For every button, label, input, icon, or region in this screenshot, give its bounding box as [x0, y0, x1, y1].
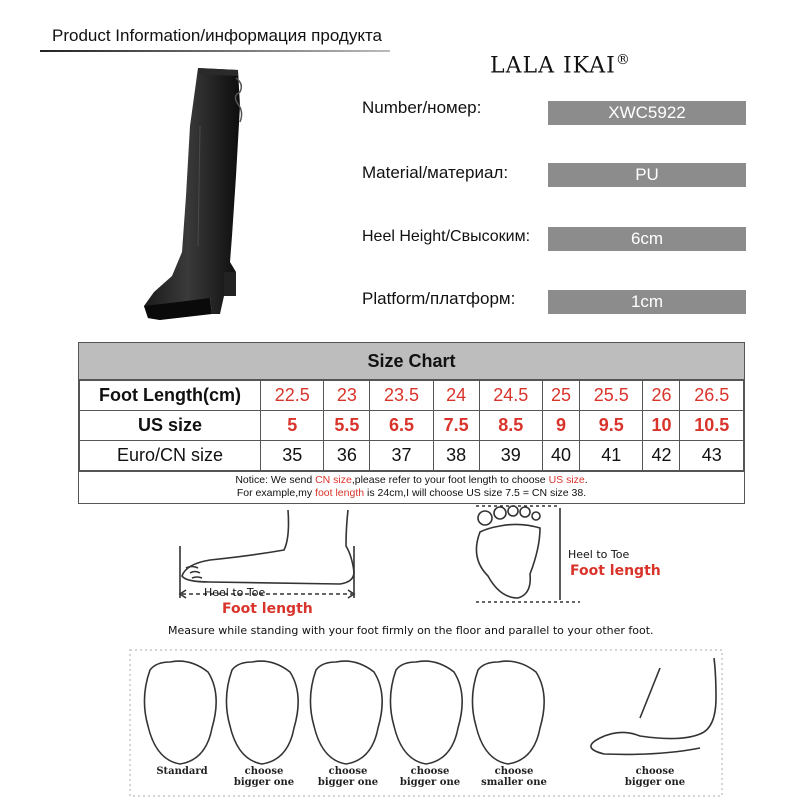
table-row-us-size — [80, 411, 744, 441]
table-cell: 10 — [643, 411, 680, 441]
heel-to-toe-label-2: Heel to Toe — [568, 548, 630, 561]
row-label-foot-length: Foot Length(cm) — [80, 381, 261, 411]
brand-logo — [490, 52, 631, 78]
caption-line: bigger one — [317, 777, 379, 788]
table-cell: 24.5 — [479, 381, 542, 411]
table-cell: 10.5 — [680, 411, 744, 441]
toe-shape-icons — [144, 658, 716, 764]
caption-line: choose — [494, 766, 534, 777]
caption-line: Standard — [156, 766, 208, 777]
brand-name: LALA IKAI — [490, 53, 616, 79]
table-cell: 5.5 — [324, 411, 370, 441]
heel-to-toe-label-1: Heel to Toe — [204, 586, 266, 599]
table-cell: 25.5 — [580, 381, 643, 411]
size-chart-title: Size Chart — [79, 343, 744, 380]
foot-length-label-2: Foot length — [570, 563, 661, 579]
notice-highlight: foot length — [315, 487, 365, 499]
boot-image — [140, 66, 250, 326]
table-cell: 36 — [324, 441, 370, 471]
table-cell: 41 — [580, 441, 643, 471]
caption-smaller — [470, 766, 558, 788]
notice-highlight: CN size — [315, 474, 352, 486]
table-cell: 42 — [643, 441, 680, 471]
caption-line: smaller one — [481, 777, 547, 788]
table-cell: 25 — [542, 381, 579, 411]
row-label-euro-size: Euro/CN size — [80, 441, 261, 471]
spec-label-platform: Platform/платформ: — [362, 289, 516, 308]
table-row-euro-size — [80, 441, 744, 471]
caption-bigger-2 — [308, 766, 388, 788]
caption-line: choose — [635, 766, 675, 777]
caption-line: choose — [328, 766, 368, 777]
sole-foot-icon — [476, 506, 580, 602]
notice-highlight: US size — [548, 474, 585, 486]
spec-value-material: PU — [548, 163, 746, 187]
table-cell: 9 — [542, 411, 579, 441]
caption-line: choose — [244, 766, 284, 777]
foot-measure-illustrations — [0, 498, 800, 800]
measure-instruction: Measure while standing with your foot firmly on the floor and parallel to your other foot. — [168, 624, 654, 637]
table-row-foot-length — [80, 381, 744, 411]
spec-value-number: XWC5922 — [548, 101, 746, 125]
notice-text: ,please refer to your foot length to choose — [351, 474, 549, 486]
notice-text: For example,my — [236, 487, 316, 499]
caption-line: bigger one — [624, 777, 686, 788]
size-chart — [78, 342, 745, 504]
table-cell: 6.5 — [370, 411, 433, 441]
notice-text: . — [584, 474, 588, 486]
size-table — [79, 380, 744, 471]
table-cell: 26 — [643, 381, 680, 411]
caption-bigger-3 — [388, 766, 472, 788]
caption-line: bigger one — [399, 777, 461, 788]
registered-mark: ® — [615, 52, 631, 68]
table-cell: 38 — [433, 441, 479, 471]
notice-line-1 — [79, 474, 744, 487]
spec-value-heel-height: 6cm — [548, 227, 746, 251]
table-cell: 7.5 — [433, 411, 479, 441]
table-cell: 9.5 — [580, 411, 643, 441]
table-cell: 22.5 — [261, 381, 324, 411]
spec-label-heel-height: Heel Height/Свысоким: — [362, 228, 531, 245]
table-cell: 5 — [261, 411, 324, 441]
table-cell: 35 — [261, 441, 324, 471]
spec-label-material: Material/материал: — [362, 163, 509, 182]
table-cell: 23 — [324, 381, 370, 411]
table-cell: 43 — [680, 441, 744, 471]
table-cell: 26.5 — [680, 381, 744, 411]
spec-label-number: Number/номер: — [362, 98, 482, 117]
caption-standard — [142, 766, 222, 777]
side-foot-icon — [180, 510, 354, 598]
table-cell: 37 — [370, 441, 433, 471]
row-label-us-size: US size — [80, 411, 261, 441]
table-cell: 39 — [479, 441, 542, 471]
caption-bigger-1 — [224, 766, 304, 788]
table-cell: 40 — [542, 441, 579, 471]
caption-line: bigger one — [233, 777, 295, 788]
spec-value-platform: 1cm — [548, 290, 746, 314]
table-cell: 23.5 — [370, 381, 433, 411]
caption-line: choose — [410, 766, 450, 777]
notice-text: Notice: We send — [235, 474, 316, 486]
caption-bigger-4 — [610, 766, 700, 788]
foot-length-label-1: Foot length — [222, 601, 313, 617]
page-title: Product Information/информация продукта — [52, 26, 382, 45]
title-underline — [40, 50, 390, 52]
notice-text: is 24cm,I will choose US size 7.5 = CN size 38. — [364, 487, 587, 499]
table-cell: 24 — [433, 381, 479, 411]
table-cell: 8.5 — [479, 411, 542, 441]
